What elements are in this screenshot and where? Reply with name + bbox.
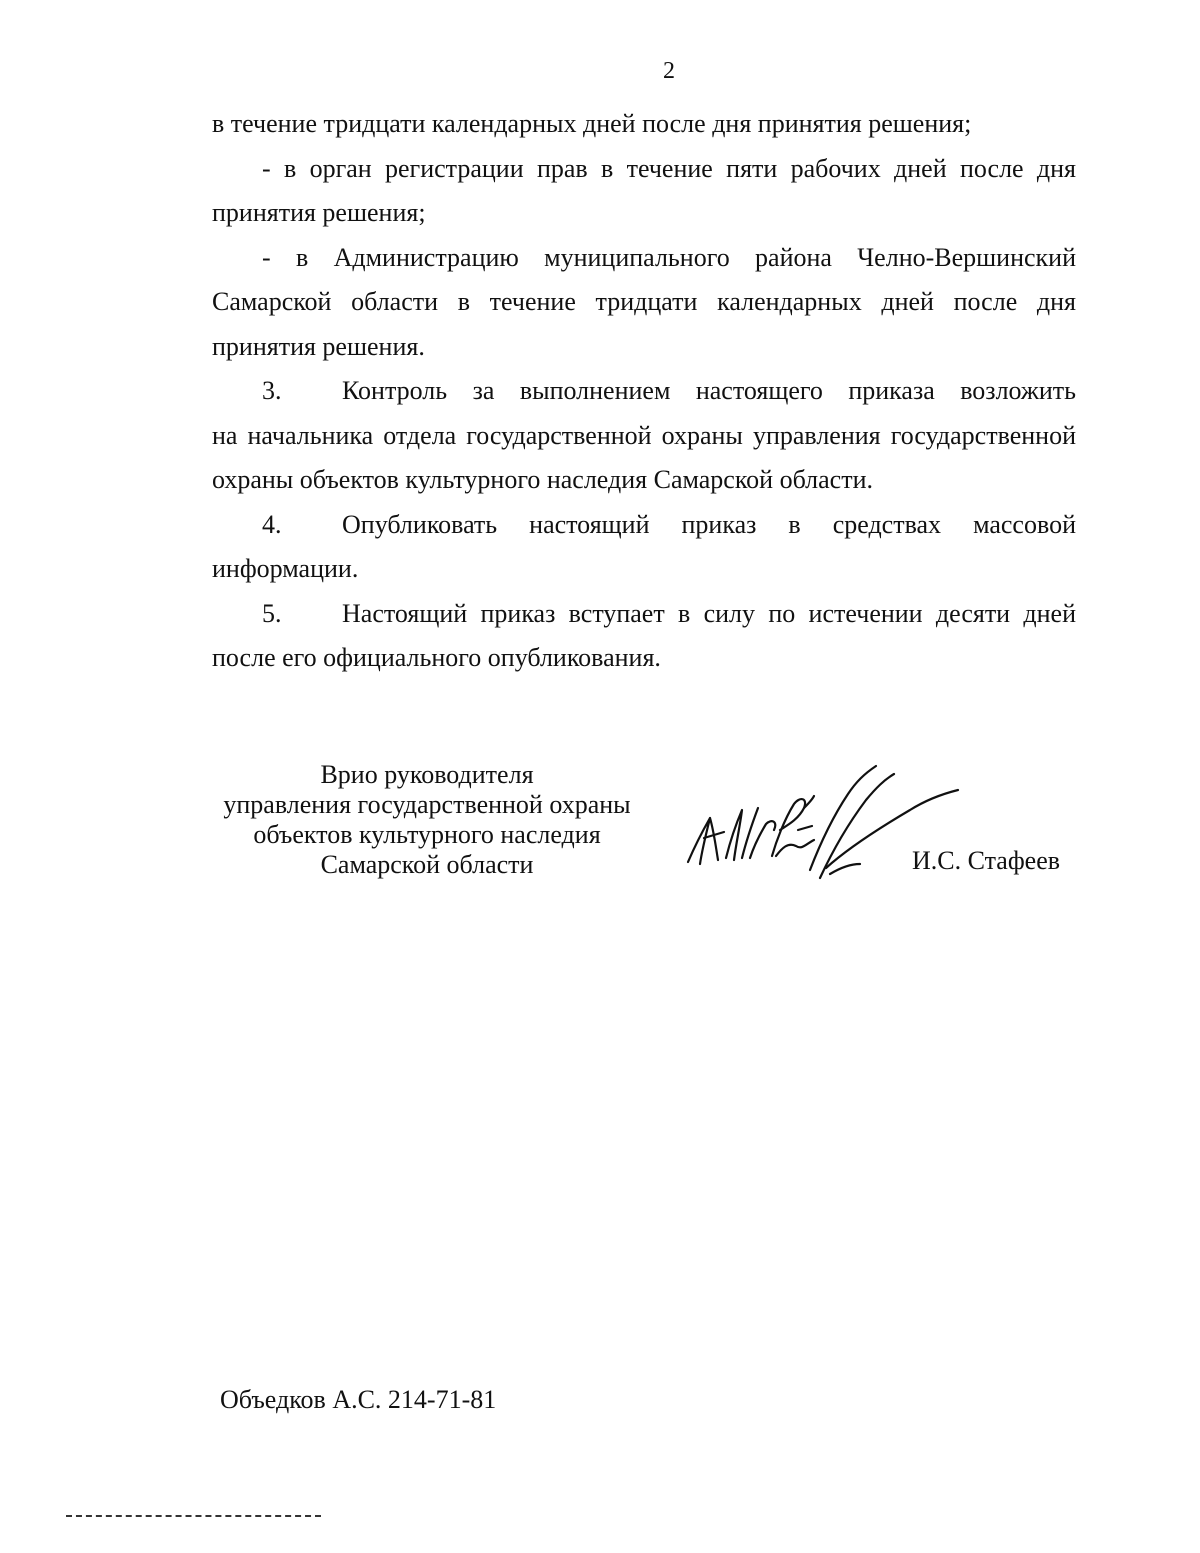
item-first-line: Опубликовать настоящий приказ в средствах массовой xyxy=(342,509,1076,539)
item-number: 3. xyxy=(262,376,282,405)
list-item xyxy=(212,503,1076,548)
signatory-title-line: управления государственной охраны xyxy=(223,790,631,819)
item-continuation: на начальника отдела государственной охраны управления государственной охраны объектов культурного наследия Самарской области. xyxy=(212,420,1076,494)
executor-contact: Объедков А.С. 214-71-81 xyxy=(220,1385,497,1414)
list-item xyxy=(212,369,1076,414)
signatory-name: И.С. Стафеев xyxy=(912,846,1061,875)
item-continuation: информации. xyxy=(212,554,359,583)
signatory-title-line: объектов культурного наследия xyxy=(253,820,601,849)
list-item xyxy=(212,592,1076,637)
signatory-title-line: Врио руководителя xyxy=(320,760,534,789)
page-number: 2 xyxy=(663,58,675,84)
footer-divider xyxy=(66,1515,321,1517)
item-number: 4. xyxy=(262,509,282,539)
item-continuation: после его официального опубликования. xyxy=(212,643,661,672)
item-first-line: Контроль за выполнением настоящего приказа возложить xyxy=(342,376,1076,405)
document-body xyxy=(212,102,1076,681)
item-number: 5. xyxy=(262,598,282,628)
signatory-title xyxy=(222,760,632,880)
paragraph-administration: - в Администрацию муниципального района Челно-Вершинский Самарской области в течение тридцати календарных дней после дня принятия решения. xyxy=(212,242,1076,361)
item-first-line: Настоящий приказ вступает в силу по истечении десяти дней xyxy=(342,598,1076,628)
paragraph-continuation: в течение тридцати календарных дней после дня принятия решения; xyxy=(212,109,972,138)
signatory-title-line: Самарской области xyxy=(320,850,534,879)
paragraph-registration: - в орган регистрации прав в течение пяти рабочих дней после дня принятия решения; xyxy=(212,153,1076,227)
